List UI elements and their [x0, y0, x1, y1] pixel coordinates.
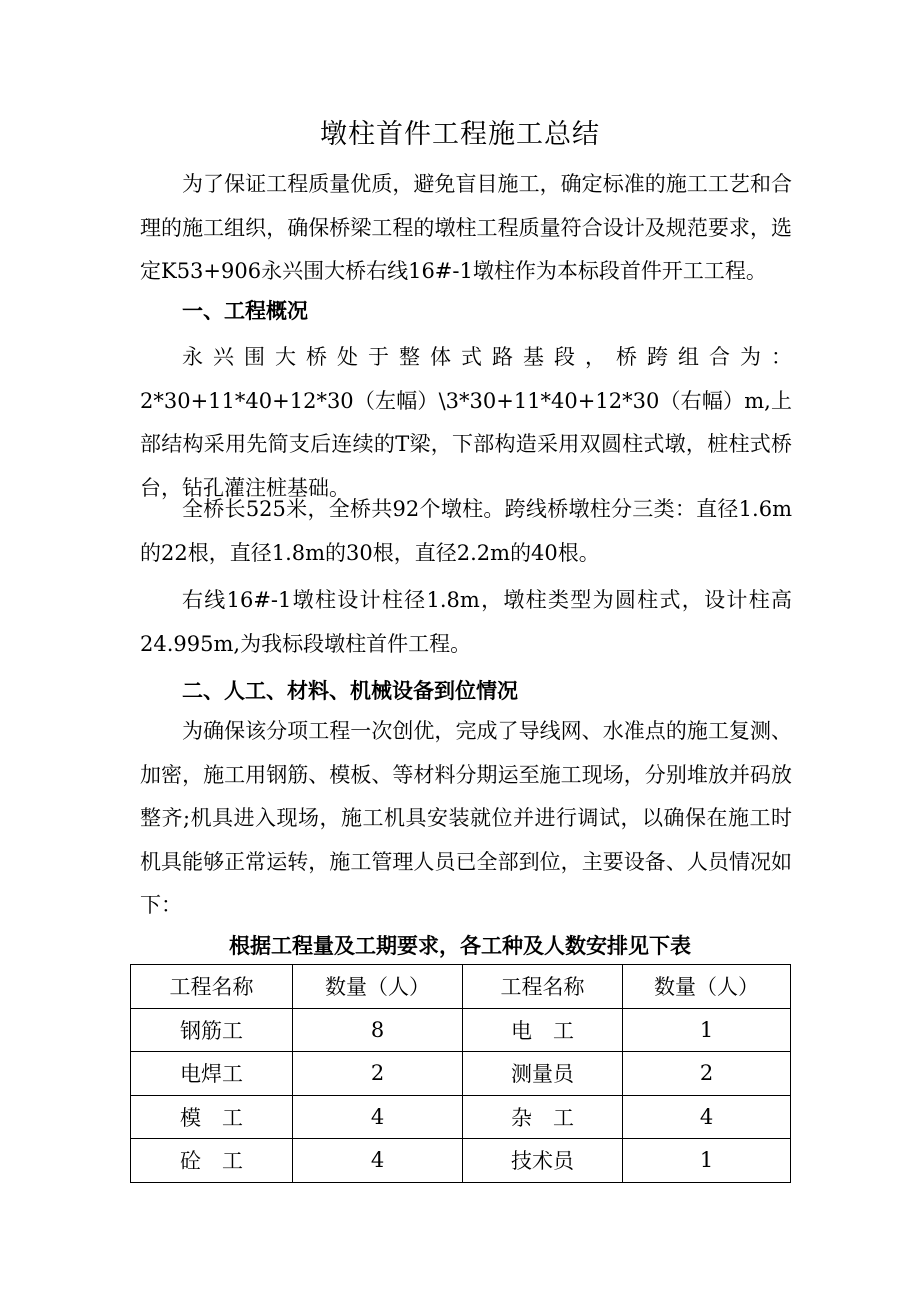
resources-paragraph: 为确保该分项工程一次创优，完成了导线网、水准点的施工复测、加密，施工用钢筋、模板、等材料分期运至施工现场，分别堆放并码放整齐;机具进入现场，施工机具安装就位并进行调试，以确保在施工时机具能够正常运转，施工管理人员已全部到位，主要设备、人员情况如下： — [140, 719, 792, 917]
table-cell: 4 — [293, 1139, 463, 1183]
table-row — [131, 1052, 791, 1096]
table-cell: 模 工 — [131, 1095, 293, 1139]
table-cell: 电 工 — [463, 1008, 623, 1052]
table-row — [131, 1139, 791, 1183]
table-header-row — [131, 965, 791, 1009]
header-cell: 工程名称 — [131, 965, 293, 1009]
header-cell: 数量（人） — [623, 965, 791, 1009]
table-cell: 测量员 — [463, 1052, 623, 1096]
table-cell: 砼 工 — [131, 1139, 293, 1183]
section-heading-overview: 一、工程概况 — [182, 298, 308, 323]
document-title: 墩柱首件工程施工总结 — [320, 119, 600, 150]
header-cell: 工程名称 — [463, 965, 623, 1009]
table-cell: 1 — [623, 1139, 791, 1183]
header-cell: 数量（人） — [293, 965, 463, 1009]
table-cell: 技术员 — [463, 1139, 623, 1183]
overview-paragraph-2: 全桥长525米，全桥共92个墩柱。跨线桥墩柱分三类：直径1.6m的22根，直径1.8m的30根，直径2.2m的40根。 — [140, 497, 792, 565]
table-cell: 电焊工 — [131, 1052, 293, 1096]
overview-paragraph-3: 右线16#-1墩柱设计柱径1.8m，墩柱类型为圆柱式，设计柱高24.995m,为我标段墩柱首件工程。 — [140, 588, 792, 656]
table-caption: 根据工程量及工期要求，各工种及人数安排见下表 — [229, 933, 691, 958]
intro-paragraph: 为了保证工程质量优质，避免盲目施工，确定标准的施工工艺和合理的施工组织，确保桥梁工程的墩柱工程质量符合设计及规范要求，选定K53+906永兴围大桥右线16#-1墩柱作为本标段首件开工工程。 — [140, 172, 792, 283]
table-cell: 4 — [623, 1095, 791, 1139]
table-row — [131, 1008, 791, 1052]
table-cell: 4 — [293, 1095, 463, 1139]
table-cell: 2 — [293, 1052, 463, 1096]
table-row — [131, 1095, 791, 1139]
section-heading-resources: 二、人工、材料、机械设备到位情况 — [182, 678, 518, 703]
overview-paragraph-1: 永兴围大桥处于整体式路基段，桥跨组合为：2*30+11*40+12*30（左幅）\3*30+11*40+12*30（右幅）m,上部结构采用先简支后连续的T梁，下部构造采用双圆柱式墩，桩柱式桥台，钻孔灌注桩基础。 — [140, 345, 792, 500]
table-cell: 钢筋工 — [131, 1008, 293, 1052]
table-cell: 2 — [623, 1052, 791, 1096]
table-cell: 8 — [293, 1008, 463, 1052]
table-cell: 杂 工 — [463, 1095, 623, 1139]
staffing-table — [130, 964, 791, 1183]
table-cell: 1 — [623, 1008, 791, 1052]
